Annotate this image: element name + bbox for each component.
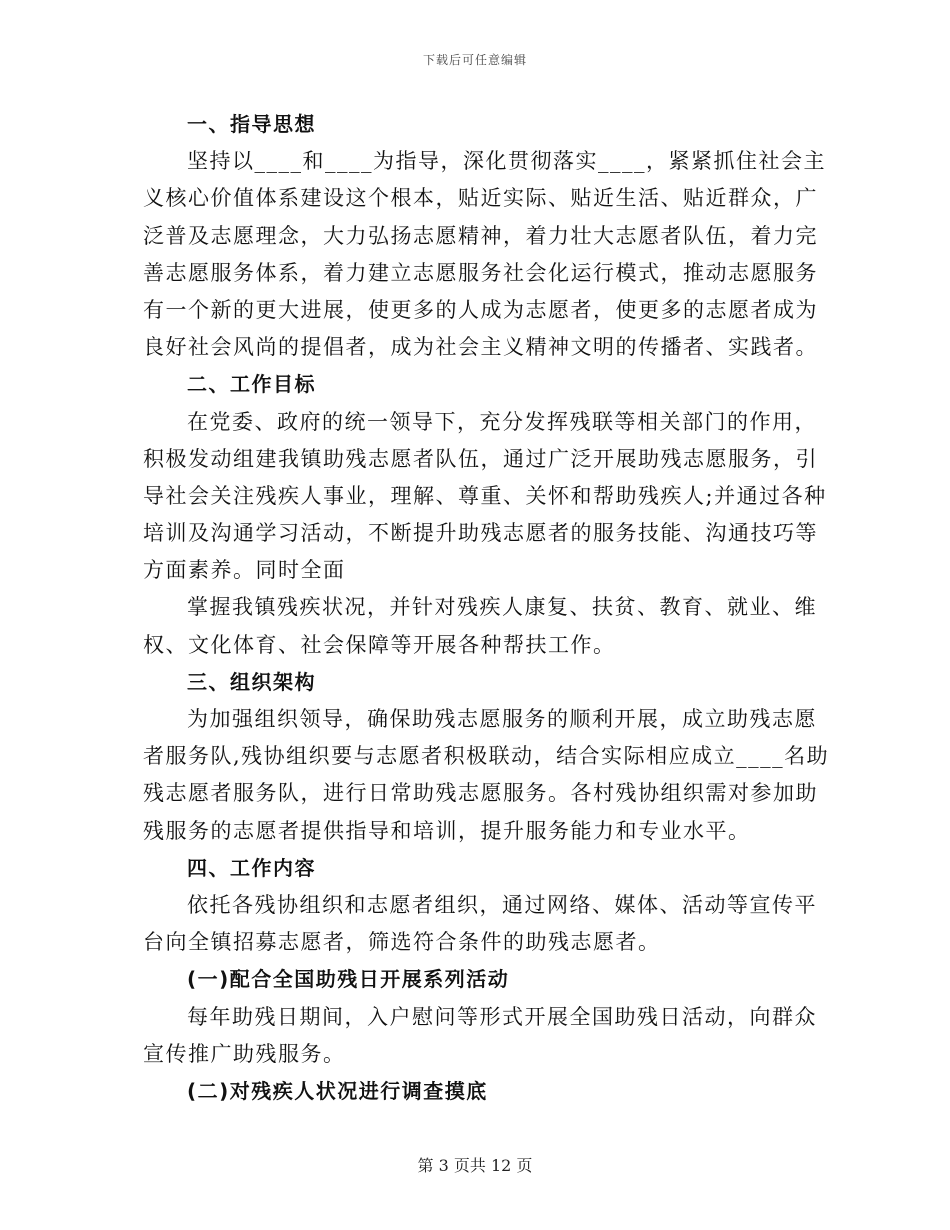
paragraph-line: 掌握我镇残疾状况，并针对残疾人康复、扶贫、教育、就业、维	[187, 595, 817, 620]
paragraph-line: 培训及沟通学习活动，不断提升助残志愿者的服务技能、沟通技巧等	[143, 521, 818, 546]
paragraph-line: 为加强组织领导，确保助残志愿服务的顺利开展，成立助残志愿	[187, 707, 817, 731]
subsection-heading-1: (一)配合全国助残日开展系列活动	[187, 967, 510, 992]
paragraph-line: 者服务队,残协组织要与志愿者积极联动，结合实际相应成立____名助	[143, 744, 830, 769]
paragraph-line: 方面素养。同时全面	[143, 558, 346, 583]
paragraph-line: 宣传推广助残服务。	[143, 1041, 346, 1066]
section-heading-4: 四、工作内容	[187, 855, 316, 880]
paragraph-line: 残志愿者服务队，进行日常助残志愿服务。各村残协组织需对参加助	[143, 781, 818, 806]
paragraph-line: 权、文化体育、社会保障等开展各种帮扶工作。	[143, 632, 616, 657]
paragraph-line: 善志愿服务体系，着力建立志愿服务社会化运行模式，推动志愿服务	[143, 260, 818, 285]
paragraph-line: 义核心价值体系建设这个根本，贴近实际、贴近生活、贴近群众，广	[143, 186, 818, 211]
paragraph-line: 积极发动组建我镇助残志愿者队伍，通过广泛开展助残志愿服务，引	[143, 446, 818, 471]
document-body	[143, 106, 830, 1110]
paragraph-line: 导社会关注残疾人事业，理解、尊重、关怀和帮助残疾人;并通过各种	[143, 483, 827, 508]
paragraph-line: 残服务的志愿者提供指导和培训，提升服务能力和专业水平。	[143, 818, 751, 843]
paragraph-line: 有一个新的更大进展，使更多的人成为志愿者，使更多的志愿者成为	[143, 297, 818, 322]
paragraph-line: 泛普及志愿理念，大力弘扬志愿精神，着力壮大志愿者队伍，着力完	[143, 223, 818, 248]
paragraph-line: 台向全镇招募志愿者，筛选符合条件的助残志愿者。	[143, 930, 661, 955]
paragraph-line: 坚持以____和____为指导，深化贯彻落实____，紧紧抓住社会主	[187, 149, 826, 174]
paragraph-line: 依托各残协组织和志愿者组织，通过网络、媒体、活动等宣传平	[187, 892, 817, 917]
section-heading-3: 三、组织架构	[187, 669, 316, 694]
paragraph-line: 在党委、政府的统一领导下，充分发挥残联等相关部门的作用，	[187, 409, 817, 434]
page-footer: 第 3 页共 12 页	[417, 1156, 533, 1175]
subsection-heading-2: (二)对残疾人状况进行调查摸底	[187, 1078, 488, 1103]
paragraph-line: 良好社会风尚的提倡者，成为社会主义精神文明的传播者、实践者。	[143, 335, 818, 360]
paragraph-line: 每年助残日期间，入户慰问等形式开展全国助残日活动，向群众	[187, 1004, 817, 1029]
section-heading-2: 二、工作目标	[187, 372, 316, 397]
page-header: 下载后可任意编辑	[422, 53, 527, 67]
section-heading-1: 一、指导思想	[187, 112, 316, 136]
